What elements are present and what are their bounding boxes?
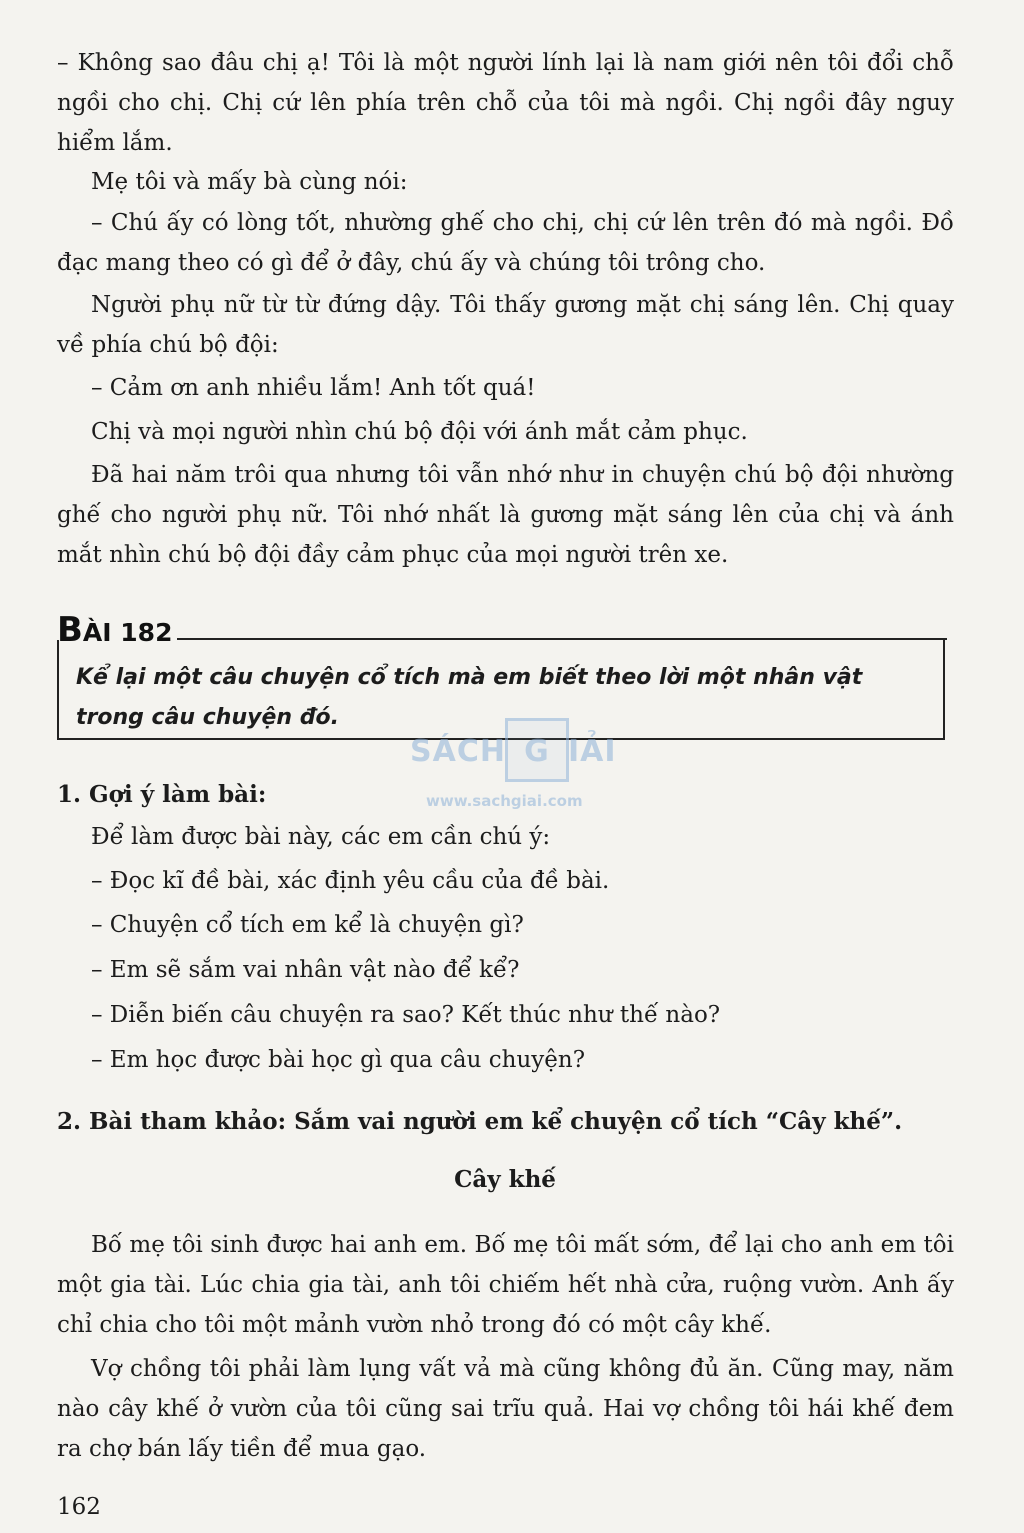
lesson-task-text: Kể lại một câu chuyện cổ tích mà em biết theo lời một nhân vật trong câu chuyện đó. (76, 665, 863, 730)
story-title: Cây khế (454, 1166, 556, 1193)
section1-item: – Chuyện cổ tích em kể là chuyện gì? (91, 912, 524, 938)
intro-paragraph-2: Mẹ tôi và mấy bà cùng nói: (91, 169, 408, 195)
section1-item: – Diễn biến câu chuyện ra sao? Kết thúc như thế nào? (91, 1002, 721, 1028)
story-paragraph-2: Vợ chồng tôi phải làm lụng vất vả mà cũng không đủ ăn. Cũng may, năm nào cây khế ở vườn của tôi cũng sai trĩu quả. Hai vợ chồng tôi hái khế đem ra chợ bán lấy tiền để mua gạo. (57, 1356, 954, 1462)
section1-item: – Em sẽ sắm vai nhân vật nào để kể? (91, 957, 520, 983)
watermark-url: www.sachgiai.com (426, 792, 583, 810)
section1-item: – Em học được bài học gì qua câu chuyện? (91, 1047, 586, 1073)
lesson-label-initial: B (57, 610, 83, 650)
section1-intro: Để làm được bài này, các em cần chú ý: (91, 824, 551, 850)
watermark-text: SÁCH G IẢI (410, 734, 617, 769)
section2-heading: 2. Bài tham khảo: Sắm vai người em kể chuyện cổ tích “Cây khế”. (57, 1108, 903, 1135)
intro-paragraph-6: Chị và mọi người nhìn chú bộ đội với ánh mắt cảm phục. (91, 419, 748, 445)
watermark-logo (410, 718, 620, 813)
section1-item: – Đọc kĩ đề bài, xác định yêu cầu của đề bài. (91, 868, 610, 894)
intro-paragraph-3: – Chú ấy có lòng tốt, nhường ghế cho chị, chị cứ lên trên đó mà ngồi. Đồ đạc mang theo có gì để ở đây, chú ấy và chúng tôi trông cho. (57, 210, 954, 276)
page-number: 162 (57, 1494, 101, 1520)
section1-heading: 1. Gợi ý làm bài: (57, 781, 267, 808)
intro-paragraph-1: – Không sao đâu chị ạ! Tôi là một người lính lại là nam giới nên tôi đổi chỗ ngồi cho chị. Chị cứ lên phía trên chỗ của tôi mà ngồi. Chị ngồi đây nguy hiểm lắm. (57, 50, 954, 156)
intro-paragraph-5: – Cảm ơn anh nhiều lắm! Anh tốt quá! (91, 375, 536, 401)
intro-paragraph-7: Đã hai năm trôi qua nhưng tôi vẫn nhớ như in chuyện chú bộ đội nhường ghế cho người phụ nữ. Tôi nhớ nhất là gương mặt sáng lên của chị và ánh mắt nhìn chú bộ đội đầy cảm phục của mọi người trên xe. (57, 462, 954, 568)
lesson-label-rest: ÀI 182 (82, 618, 173, 647)
intro-paragraph-4: Người phụ nữ từ từ đứng dậy. Tôi thấy gương mặt chị sáng lên. Chị quay về phía chú bộ đội: (57, 292, 954, 358)
story-paragraph-1: Bố mẹ tôi sinh được hai anh em. Bố mẹ tôi mất sớm, để lại cho anh em tôi một gia tài. Lúc chia gia tài, anh tôi chiếm hết nhà cửa, ruộng vườn. Anh ấy chỉ chia cho tôi một mảnh vườn nhỏ trong đó có một cây khế. (57, 1232, 954, 1338)
